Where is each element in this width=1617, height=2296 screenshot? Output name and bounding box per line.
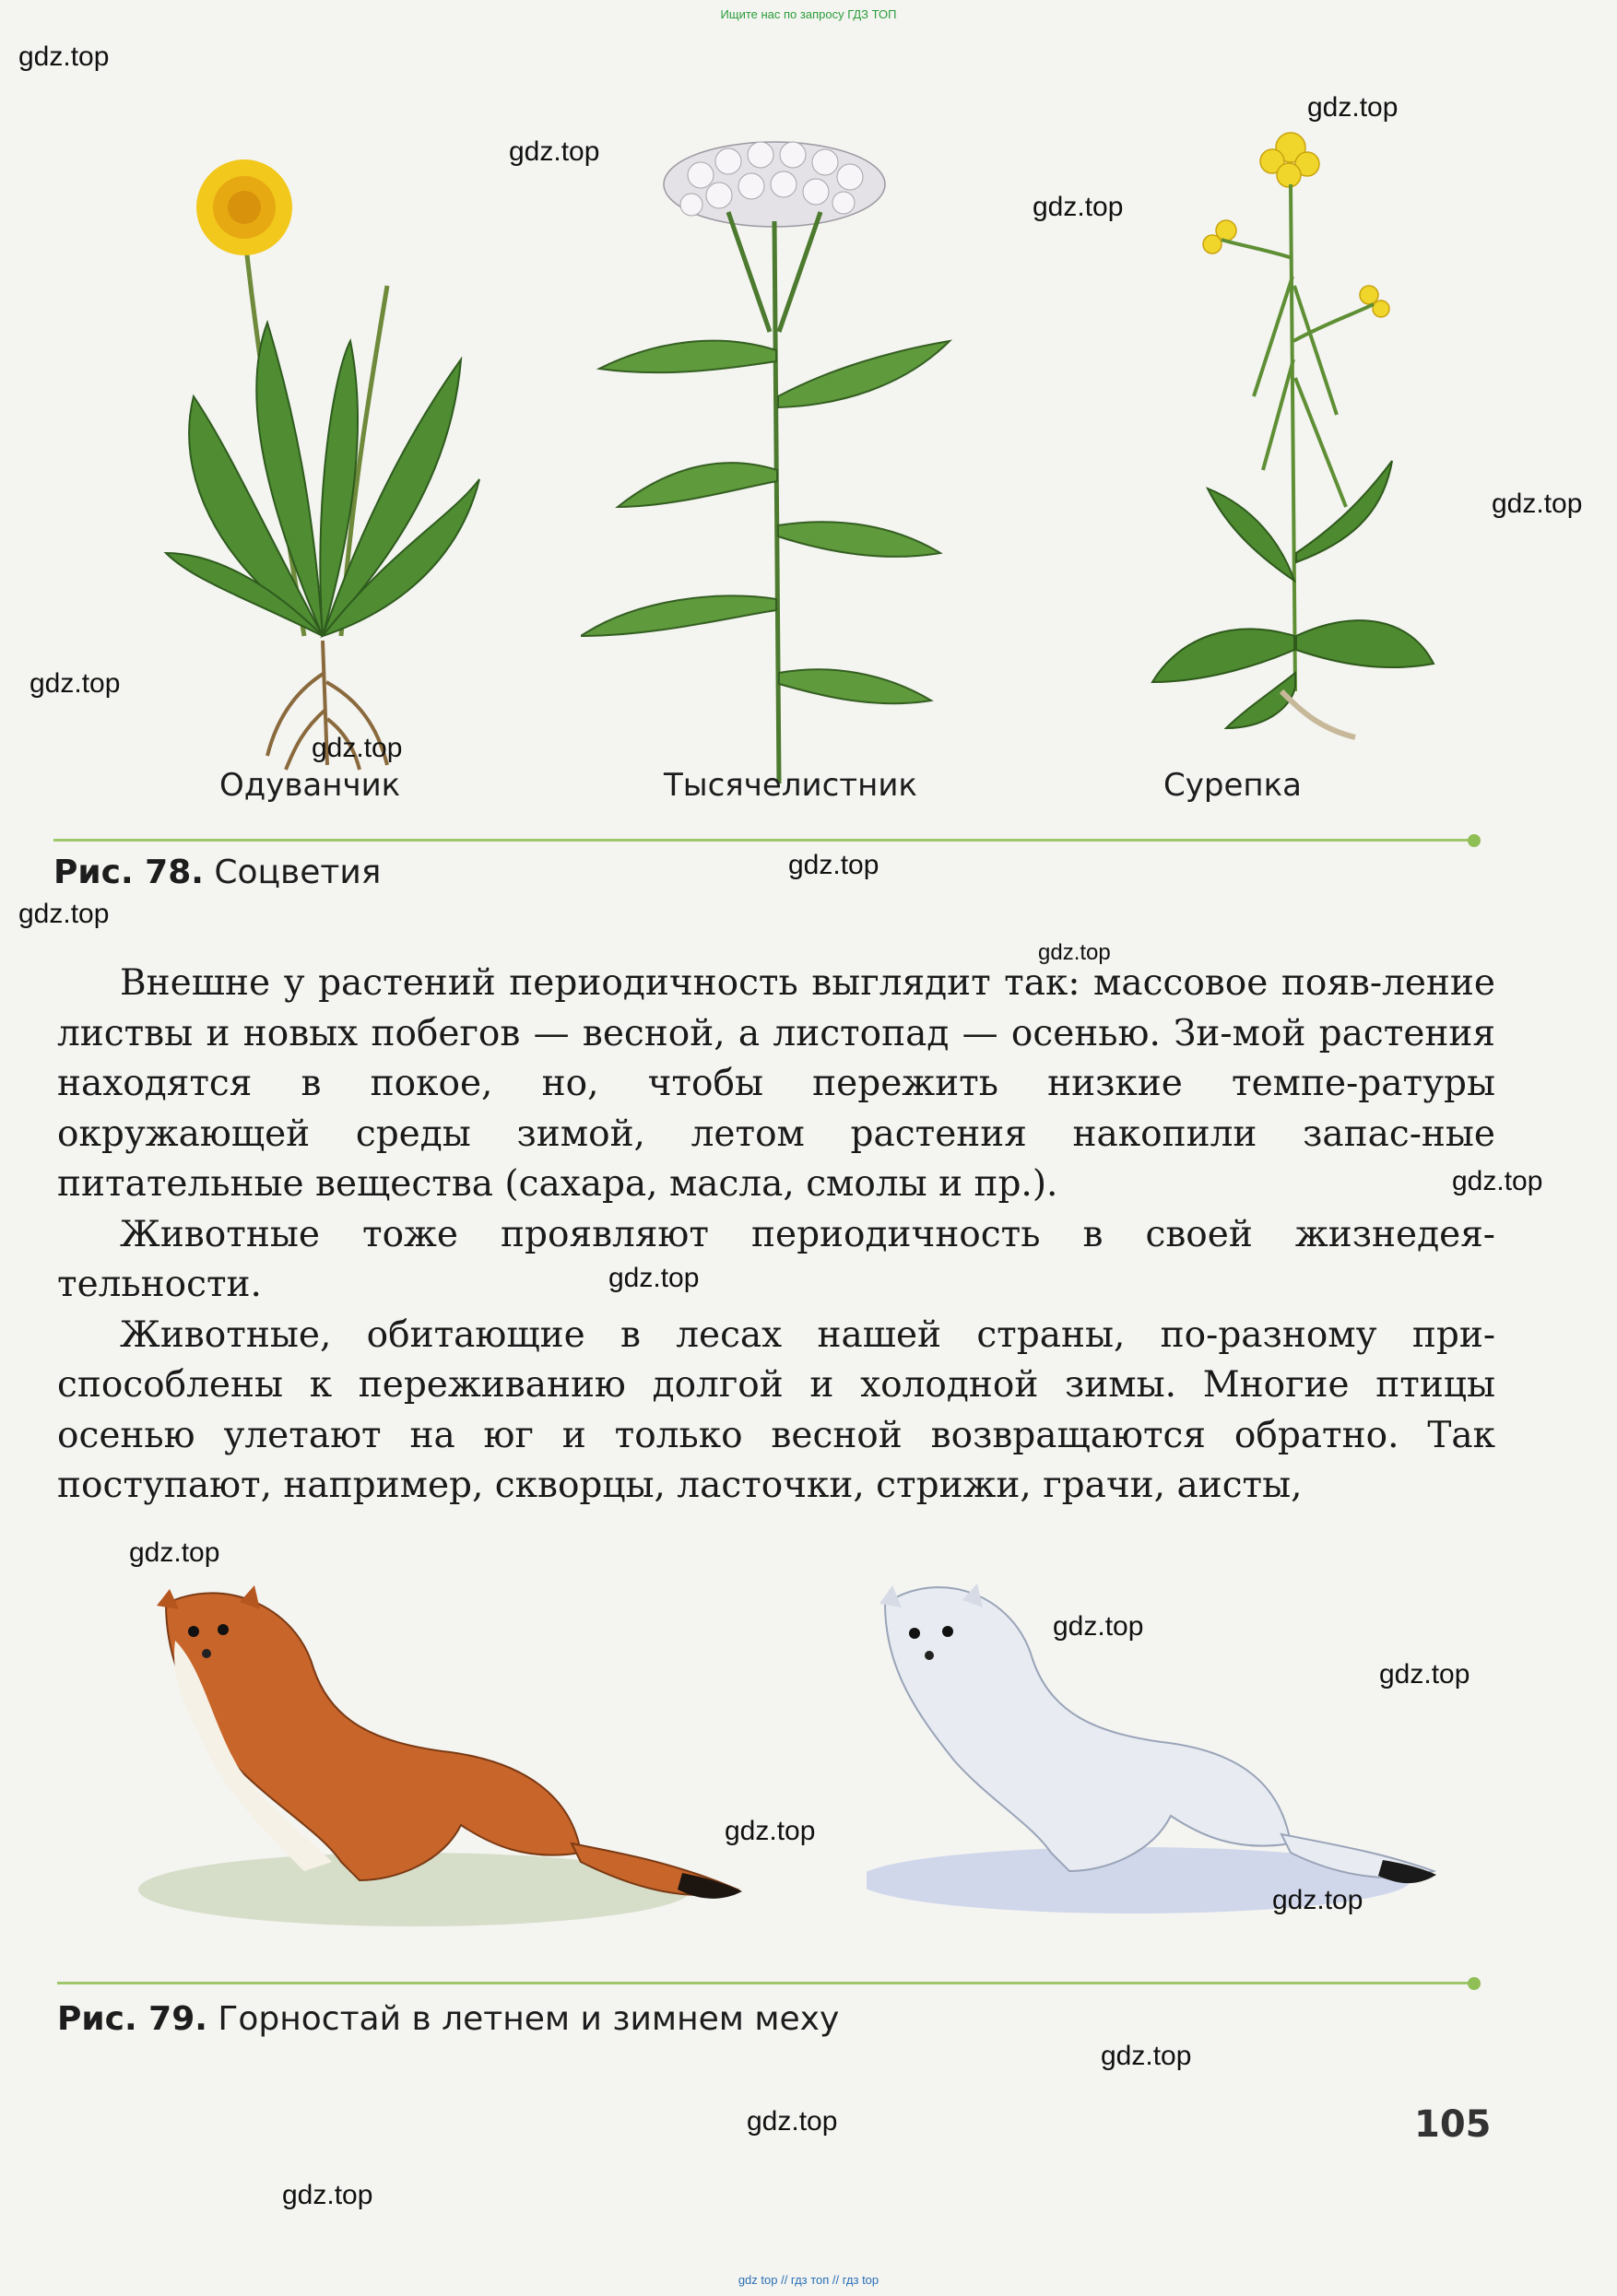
top-banner[interactable]: Ищите нас по запросу ГДЗ ТОП — [720, 7, 897, 21]
watermark: gdz.top — [1492, 489, 1583, 519]
watermark: gdz.top — [725, 1816, 816, 1846]
figure-79-caption — [57, 2000, 839, 2038]
ermine-summer-illustration — [138, 1585, 747, 1936]
watermark: gdz.top — [129, 1537, 220, 1568]
watermark: gdz.top — [1452, 1166, 1543, 1196]
figure-79-title: Горностай в летнем и зимнем меху — [218, 2000, 840, 2038]
figure-78-caption — [53, 854, 381, 891]
figure-78-title: Соцветия — [214, 854, 382, 891]
plant-label-yellow-rocket: Сурепка — [1163, 767, 1302, 804]
figure-78-number: Рис. 78. — [53, 854, 204, 891]
watermark: gdz.top — [1053, 1611, 1144, 1642]
yarrow-illustration — [581, 120, 968, 783]
figure-78-divider — [53, 839, 1473, 842]
watermark: gdz.top — [608, 1263, 700, 1293]
watermark: gdz.top — [1272, 1885, 1363, 1915]
bottom-banner[interactable]: gdz top // гдз топ // гдз top — [738, 2273, 879, 2287]
plant-label-dandelion: Одуванчик — [219, 767, 401, 804]
watermark: gdz.top — [1038, 940, 1111, 965]
body-text — [57, 959, 1495, 1512]
watermark: gdz.top — [30, 668, 121, 699]
paragraph: Животные тоже проявляют периодичность в своей жизнедея-тельности. — [57, 1213, 1495, 1305]
paragraph: Животные, обитающие в лесах нашей страны, по-разному при-способлены к переживанию долгой и холодной зимы. Многие птицы осенью улетают на юг и только весной возвращаются обратно. Так поступают, например, скворцы, ласточки, стрижи, грачи, аисты, — [57, 1313, 1495, 1506]
page-number: 105 — [1414, 2103, 1492, 2146]
figure-79-number: Рис. 79. — [57, 2000, 207, 2038]
plant-label-yarrow: Тысячелистник — [664, 767, 917, 804]
paragraph: Внешне у растений периодичность выглядит так: массовое появ-ление листвы и новых побегов — весной, а листопад — осенью. Зи-мой растения находятся в покое, но, чтобы пережить низкие темпе-ратуры окружающей среды зимой, летом растения накопили запас-ные питательные вещества (сахара, масла, смолы и пр.). — [57, 962, 1495, 1205]
watermark: gdz.top — [509, 136, 600, 167]
watermark: gdz.top — [282, 2180, 373, 2210]
watermark: gdz.top — [1101, 2041, 1192, 2071]
watermark: gdz.top — [1379, 1659, 1470, 1690]
watermark: gdz.top — [1033, 192, 1124, 222]
watermark: gdz.top — [747, 2106, 838, 2137]
watermark: gdz.top — [1307, 92, 1399, 123]
watermark: gdz.top — [312, 733, 403, 763]
watermark: gdz.top — [788, 850, 879, 880]
figure-78-divider-dot — [1468, 834, 1481, 847]
figure-79-divider-dot — [1468, 1977, 1481, 1990]
ermine-winter-illustration — [867, 1567, 1438, 1917]
watermark: gdz.top — [18, 899, 110, 929]
dandelion-illustration — [157, 120, 489, 774]
yellow-rocket-illustration — [1143, 120, 1438, 747]
figure-79-divider — [57, 1982, 1473, 1984]
watermark: gdz.top — [18, 41, 110, 72]
